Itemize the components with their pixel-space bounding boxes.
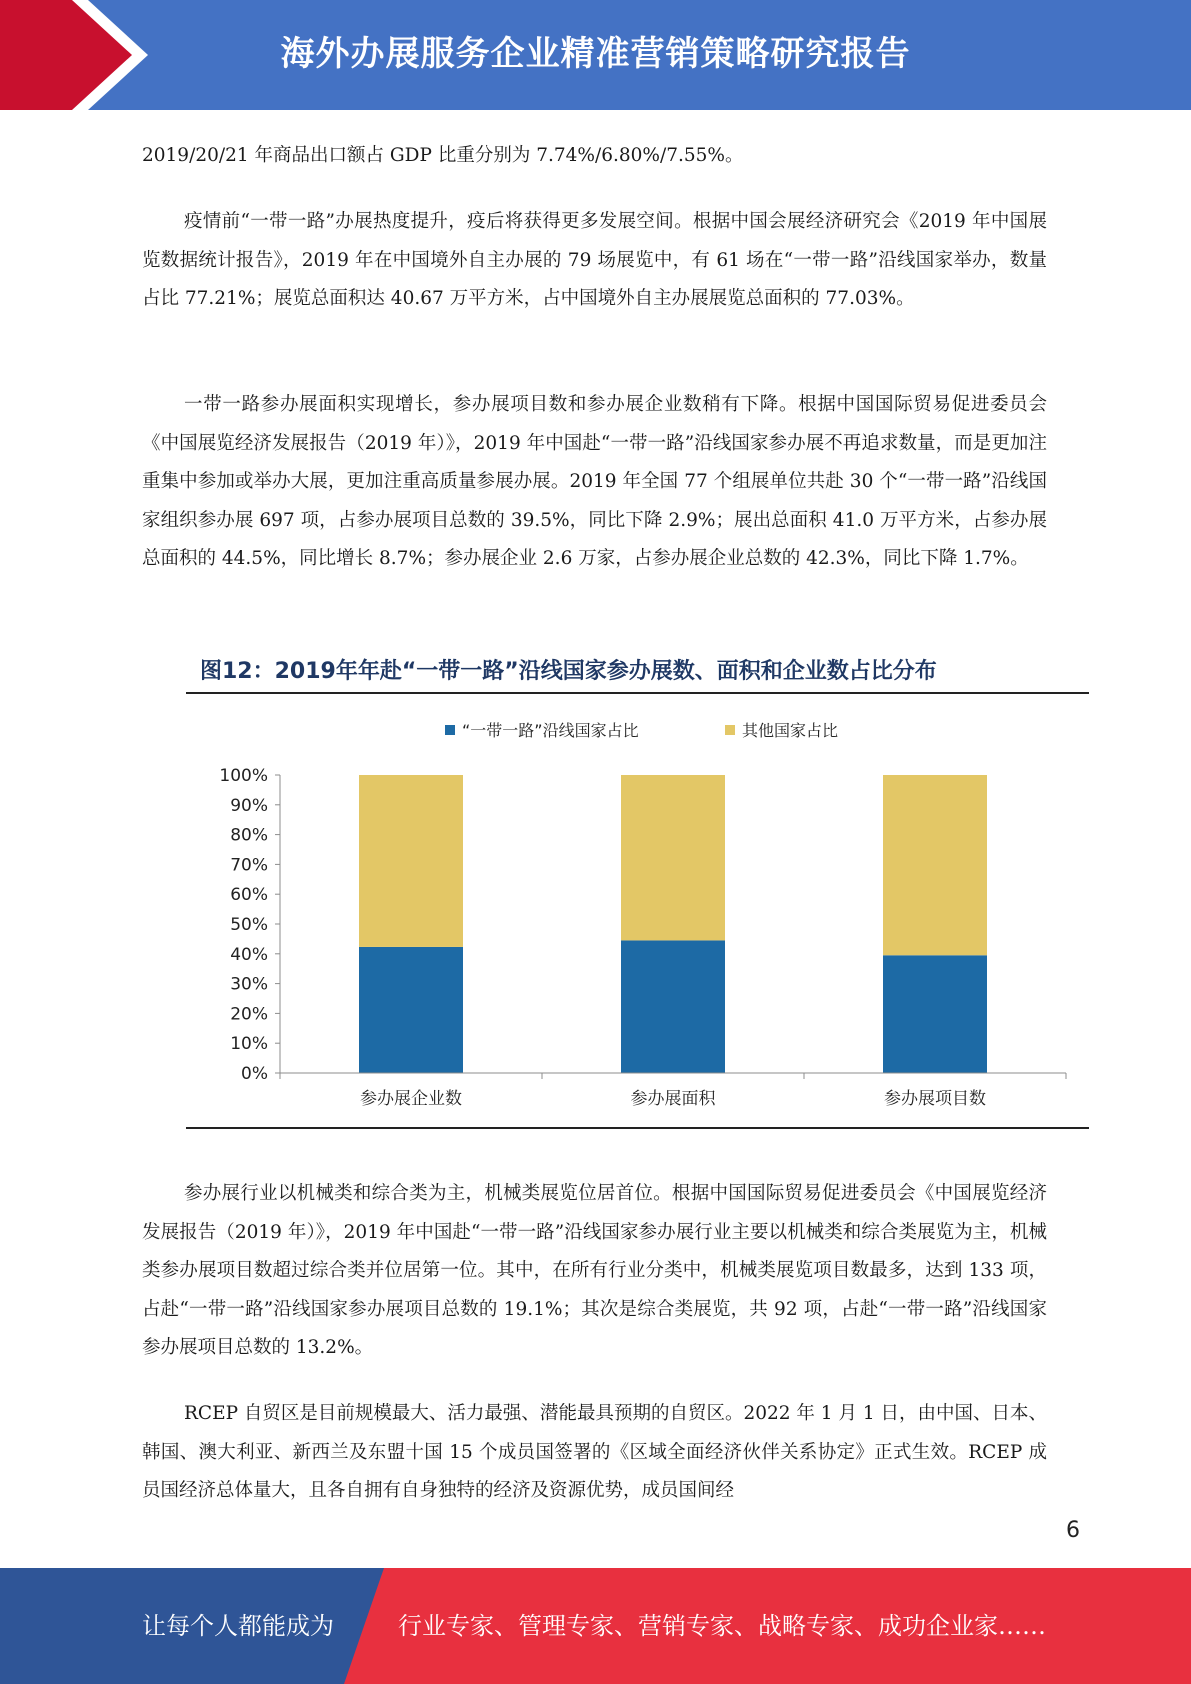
x-tick-label: 参办展企业数 xyxy=(360,1089,462,1109)
footer-slogan-left: 让每个人都能成为 xyxy=(142,1612,334,1640)
legend-label-other: 其他国家占比 xyxy=(742,721,839,740)
paragraph-export-gdp: 2019/20/21 年商品出口额占 GDP 比重分别为 7.74%/6.80%/7.55%。 xyxy=(142,145,744,166)
bar-segment-belt-road xyxy=(621,940,725,1073)
paragraph-exhibition-area-growth: 一带一路参办展面积实现增长，参办展项目数和参办展企业数稍有下降。根据中国国际贸易促进委员会《中国展览经济发展报告（2019 年）》，2019 年中国赴“一带一路”沿线国家参办展不再追求数量，而是更加注重集中参加或举办大展，更加注重高质量参展办展。2019 年全国 77 个组展单位共赴 30 个“一带一路”沿线国家组织参办展 697 项，占参办展项目总数的 39.5%，同比下降 2.9%；展出总面积 41.0 万平方米，占参办展总面积的 44.5%，同比增长 8.7%；参办展企业 2.6 万家，占参办展企业总数的 42.3%，同比下降 1.7%。 xyxy=(142,394,1047,569)
y-tick-label: 0% xyxy=(241,1064,268,1084)
y-tick-label: 20% xyxy=(230,1004,268,1025)
figure-top-rule xyxy=(186,692,1089,694)
footer-slogan-right: 行业专家、管理专家、营销专家、战略专家、成功企业家…… xyxy=(398,1612,1046,1640)
bar-segment-belt-road xyxy=(883,955,987,1073)
chart-legend xyxy=(445,721,838,740)
y-tick-label: 40% xyxy=(230,944,268,965)
stacked-bar-chart xyxy=(186,700,1089,1125)
y-tick-label: 80% xyxy=(230,825,268,846)
y-tick-label: 100% xyxy=(219,766,268,786)
y-tick-label: 90% xyxy=(230,795,268,816)
y-tick-label: 10% xyxy=(230,1034,268,1055)
figure-title: 图12：2019年年赴“一带一路”沿线国家参办展数、面积和企业数占比分布 xyxy=(200,659,937,684)
page-header xyxy=(0,0,1191,110)
y-tick-label: 70% xyxy=(230,855,268,876)
y-axis xyxy=(219,766,280,1084)
paragraph-belt-road-before-covid: 疫情前“一带一路”办展热度提升，疫后将获得更多发展空间。根据中国会展经济研究会《2019 年中国展览数据统计报告》，2019 年在中国境外自主办展的 79 场展览中，有 61 场在“一带一路”沿线国家举办，数量占比 77.21%；展览总面积达 40.67 万平方米，占中国境外自主办展展览总面积的 77.03%。 xyxy=(142,211,1047,309)
bar-segment-belt-road xyxy=(359,947,463,1073)
page-footer xyxy=(0,1568,1191,1684)
bars-group xyxy=(359,775,987,1073)
report-title: 海外办展服务企业精准营销策略研究报告 xyxy=(280,34,911,74)
bar-segment-other xyxy=(621,775,725,940)
legend-label-belt-road: “一带一路”沿线国家占比 xyxy=(462,721,639,740)
y-tick-label: 50% xyxy=(230,915,268,935)
page-number: 6 xyxy=(1066,1518,1080,1543)
y-tick-label: 60% xyxy=(230,885,268,906)
legend-swatch-belt-road xyxy=(445,725,455,735)
x-axis xyxy=(280,1073,1066,1109)
x-tick-label: 参办展面积 xyxy=(630,1089,716,1109)
x-tick-label: 参办展项目数 xyxy=(884,1089,986,1109)
y-tick-label: 30% xyxy=(230,974,268,995)
figure-bottom-rule xyxy=(186,1127,1089,1129)
paragraph-rcep: RCEP 自贸区是目前规模最大、活力最强、潜能最具预期的自贸区。2022 年 1 月 1 日，由中国、日本、韩国、澳大利亚、新西兰及东盟十国 15 个成员国签署的《区域全面经济伙伴关系协定》正式生效。RCEP 成员国经济总体量大，且各自拥有自身独特的经济及资源优势，成员国间经 xyxy=(142,1403,1047,1501)
paragraph-industry-machinery: 参办展行业以机械类和综合类为主，机械类展览位居首位。根据中国国际贸易促进委员会《中国展览经济发展报告（2019 年）》，2019 年中国赴“一带一路”沿线国家参办展行业主要以机械类和综合类展览为主，机械类参办展项目数超过综合类并位居第一位。其中，在所有行业分类中，机械类展览项目数最多，达到 133 项，占赴“一带一路”沿线国家参办展项目总数的 19.1%；其次是综合类展览，共 92 项，占赴“一带一路”沿线国家参办展项目总数的 13.2%。 xyxy=(142,1183,1047,1358)
bar-segment-other xyxy=(359,775,463,947)
legend-swatch-other xyxy=(725,725,735,735)
bar-segment-other xyxy=(883,775,987,955)
